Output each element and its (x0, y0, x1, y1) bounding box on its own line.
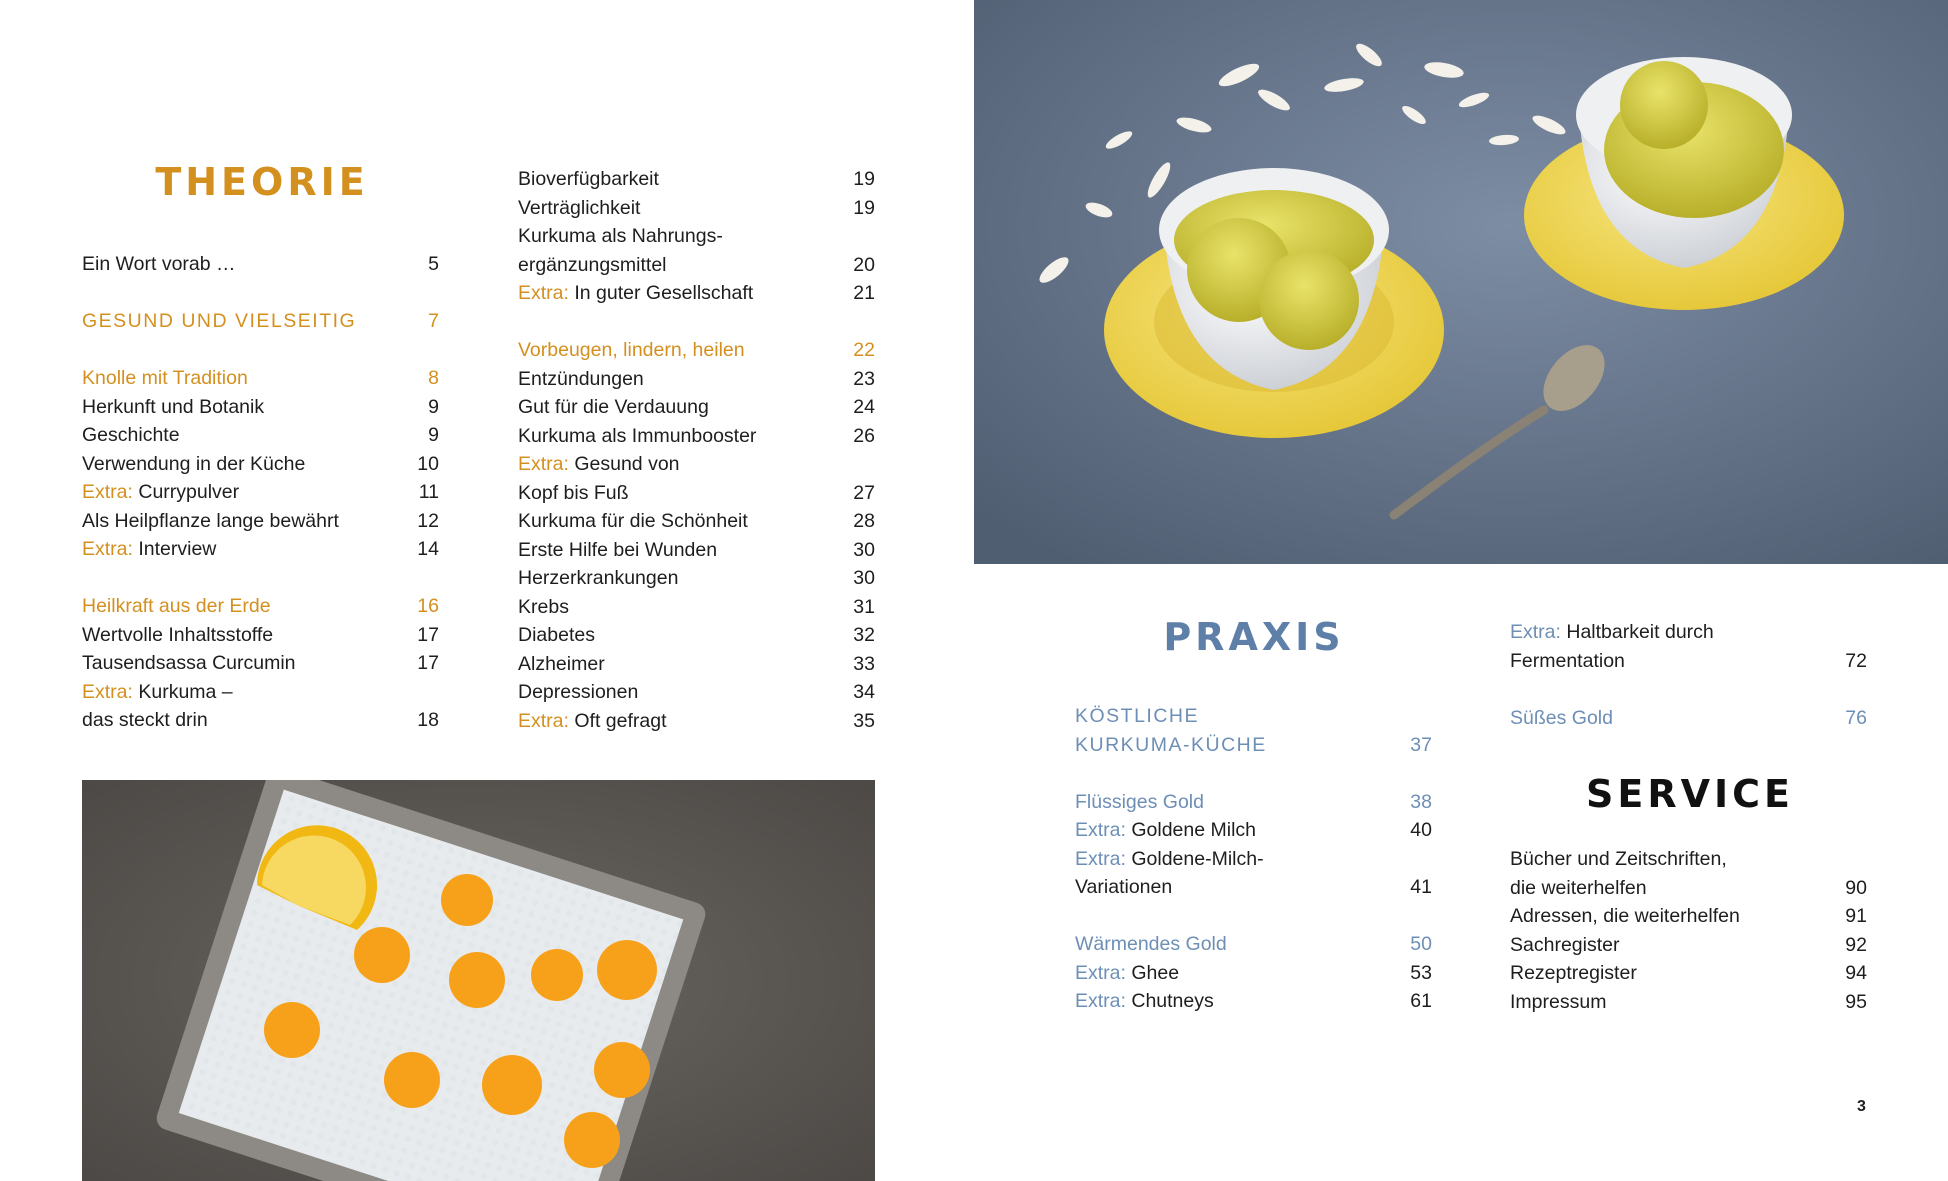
toc-entry-title: Adressen, die weiterhelfen (1510, 905, 1740, 927)
toc-entry-page: 33 (853, 652, 875, 675)
toc-entry (1510, 988, 1867, 1017)
toc-entry-title: KÖSTLICHE (1075, 705, 1200, 727)
toc-entry-page: 5 (428, 253, 439, 275)
toc-entry (1075, 987, 1432, 1016)
toc-entry-page: 22 (853, 339, 875, 361)
spacer (82, 336, 439, 365)
toc-entry (518, 507, 875, 536)
toc-entry-title: Sachregister (1510, 933, 1620, 956)
photo-turmeric-ice-cream (974, 0, 1948, 564)
spacer (518, 308, 875, 337)
toc-entry-title: Ein Wort vorab … (82, 253, 236, 275)
toc-entry-text: Chutneys (1125, 990, 1214, 1012)
toc-entry (1510, 647, 1867, 676)
toc-entry-page: 94 (1845, 962, 1867, 984)
spacer (1075, 902, 1432, 931)
toc-entry-page: 14 (417, 538, 439, 560)
toc-entry (1510, 874, 1867, 903)
toc-entry-prefix: Extra: (1075, 961, 1126, 984)
toc-entry (82, 364, 439, 393)
toc-entry (1075, 788, 1432, 817)
toc-entry-prefix: Extra: (1075, 847, 1126, 870)
toc-entry-page: 61 (1410, 990, 1432, 1012)
toc-entry (518, 621, 875, 650)
toc-entry-title: Tausendsassa Curcumin (82, 652, 296, 674)
toc-entry-title (1075, 848, 1264, 870)
toc-entry (82, 421, 439, 450)
toc-entry-prefix: Extra: (82, 680, 133, 703)
toc-entry-title: Süßes Gold (1510, 706, 1613, 729)
toc-entry-title: Herzerkrankungen (518, 567, 679, 589)
toc-entry-title: Wärmendes Gold (1075, 933, 1227, 955)
toc-entry-page: 30 (853, 538, 875, 561)
toc-entry (518, 194, 875, 223)
toc-entry-title (518, 710, 667, 732)
photo-orange-gummies (82, 780, 875, 1181)
toc-entry-page: 21 (853, 282, 875, 304)
toc-entry-title: Impressum (1510, 990, 1607, 1013)
toc-entry-page: 10 (417, 452, 439, 475)
toc-entry-page: 76 (1845, 706, 1867, 729)
praxis-heading: PRAXIS (1163, 615, 1345, 659)
toc-entry-page: 26 (853, 424, 875, 447)
toc-entry-title: das steckt drin (82, 709, 208, 731)
toc-entry (518, 279, 875, 308)
toc-entry-page: 17 (417, 652, 439, 674)
toc-entry-title: Verwendung in der Küche (82, 452, 306, 475)
toc-entry-title: Erste Hilfe bei Wunden (518, 538, 718, 561)
praxis-toc-column-2 (1510, 618, 1867, 732)
toc-entry-title: Fermentation (1510, 649, 1625, 672)
toc-entry-title: Wertvolle Inhaltsstoffe (82, 623, 274, 646)
toc-entry-page: 38 (1410, 790, 1432, 813)
toc-entry (1510, 845, 1867, 874)
toc-entry-page: 40 (1410, 819, 1432, 841)
toc-entry-page: 18 (417, 709, 439, 731)
toc-entry-title: Kurkuma für die Schönheit (518, 510, 748, 532)
toc-entry-page: 19 (853, 196, 875, 219)
praxis-toc-column-1 (1075, 702, 1432, 1016)
toc-entry-page: 20 (853, 253, 875, 276)
toc-entry-title: Gut für die Verdauung (518, 396, 709, 418)
toc-entry (1510, 704, 1867, 733)
toc-entry-page: 16 (417, 595, 439, 617)
toc-entry-title: Kopf bis Fuß (518, 481, 629, 504)
toc-entry-prefix: Extra: (1075, 990, 1126, 1012)
toc-entry (82, 393, 439, 422)
toc-entry-prefix: Extra: (82, 538, 133, 560)
toc-entry-page: 95 (1845, 990, 1867, 1013)
toc-entry-page: 31 (853, 595, 875, 618)
toc-entry (1075, 816, 1432, 845)
toc-entry (82, 250, 439, 279)
toc-entry-page: 92 (1845, 933, 1867, 956)
toc-entry-prefix: Extra: (518, 453, 569, 475)
toc-entry-page: 32 (853, 624, 875, 646)
service-toc-list (1510, 845, 1867, 1016)
toc-entry-title (1510, 621, 1714, 643)
toc-entry (82, 478, 439, 507)
toc-entry-page: 30 (853, 567, 875, 589)
toc-entry-title: Depressionen (518, 681, 639, 703)
toc-entry-text: Kurkuma – (132, 680, 233, 703)
toc-entry-page: 17 (417, 623, 439, 646)
toc-entry-title: Knolle mit Tradition (82, 367, 248, 389)
toc-entry-title (1075, 819, 1256, 841)
spacer (82, 564, 439, 593)
toc-entry-title: Krebs (518, 595, 569, 618)
toc-entry (518, 593, 875, 622)
toc-entry (82, 307, 439, 336)
toc-entry-page: 28 (853, 510, 875, 532)
spacer (82, 279, 439, 308)
toc-entry (1075, 702, 1432, 731)
toc-entry (82, 592, 439, 621)
toc-entry-page: 9 (428, 424, 439, 446)
toc-entry-text: Gesund von (568, 453, 680, 475)
toc-entry (82, 621, 439, 650)
toc-entry (518, 165, 875, 194)
toc-entry-page: 19 (853, 168, 875, 190)
toc-entry-title: Herkunft und Botanik (82, 395, 265, 418)
toc-entry-title: Flüssiges Gold (1075, 790, 1204, 813)
spacer (1510, 675, 1867, 704)
toc-entry-title: GESUND UND VIELSEITIG (82, 310, 357, 332)
toc-entry (82, 450, 439, 479)
toc-entry-page: 35 (853, 709, 875, 732)
toc-entry-prefix: Extra: (1075, 819, 1126, 841)
toc-entry (1075, 731, 1432, 760)
toc-entry (518, 707, 875, 736)
theorie-toc-column-1 (82, 250, 439, 735)
toc-entry-page: 90 (1845, 876, 1867, 899)
toc-entry-title (82, 538, 216, 560)
toc-entry-page: 7 (428, 310, 439, 332)
toc-entry-page: 27 (853, 481, 875, 504)
toc-entry-text: Oft gefragt (568, 709, 667, 732)
toc-entry-title (82, 681, 233, 703)
toc-entry (1075, 959, 1432, 988)
toc-entry-title: Bücher und Zeitschriften, (1510, 848, 1727, 870)
toc-entry-text: Interview (132, 538, 217, 560)
toc-entry-title: Heilkraft aus der Erde (82, 595, 271, 617)
toc-entry-page: 50 (1410, 933, 1432, 955)
toc-entry (1510, 618, 1867, 647)
toc-entry (518, 678, 875, 707)
toc-entry (1075, 873, 1432, 902)
toc-entry-text: Currypulver (132, 481, 240, 503)
toc-entry-page: 12 (417, 509, 439, 532)
service-heading: SERVICE (1586, 772, 1794, 816)
toc-entry (518, 365, 875, 394)
toc-entry-title: ergänzungsmittel (518, 253, 667, 276)
toc-entry (1075, 845, 1432, 874)
toc-entry (518, 393, 875, 422)
toc-entry-page: 53 (1410, 961, 1432, 984)
toc-entry (1510, 902, 1867, 931)
toc-entry-title: Als Heilpflanze lange bewährt (82, 509, 339, 532)
toc-entry-page: 9 (428, 395, 439, 418)
toc-entry (82, 678, 439, 707)
page-number: 3 (1857, 1098, 1866, 1115)
toc-entry-page: 37 (1410, 733, 1432, 756)
toc-entry-page: 23 (853, 367, 875, 390)
toc-entry-title: Alzheimer (518, 652, 605, 675)
toc-entry (518, 450, 875, 479)
toc-entry-text: Goldene-Milch- (1125, 847, 1264, 870)
toc-entry-prefix: Extra: (82, 481, 133, 503)
toc-entry-title: die weiterhelfen (1510, 876, 1647, 899)
toc-entry-prefix: Extra: (1510, 621, 1561, 643)
toc-entry (518, 564, 875, 593)
toc-entry (518, 222, 875, 251)
toc-entry-page: 91 (1845, 905, 1867, 927)
spacer (1075, 759, 1432, 788)
toc-entry-title: Bioverfügbarkeit (518, 168, 659, 190)
toc-entry-title: Verträglichkeit (518, 196, 641, 219)
toc-entry-title (518, 453, 680, 475)
toc-entry-prefix: Extra: (518, 709, 569, 732)
theorie-toc-column-2 (518, 165, 875, 735)
toc-entry-title: Variationen (1075, 876, 1173, 898)
toc-entry (1075, 930, 1432, 959)
toc-entry-title: Rezeptregister (1510, 962, 1637, 984)
toc-entry-prefix: Extra: (518, 282, 569, 304)
toc-entry (518, 336, 875, 365)
toc-entry (518, 251, 875, 280)
toc-entry (1510, 931, 1867, 960)
toc-entry-page: 24 (853, 396, 875, 418)
toc-entry (82, 649, 439, 678)
toc-entry-title: Diabetes (518, 624, 595, 646)
toc-entry (82, 706, 439, 735)
toc-entry-page: 8 (428, 367, 439, 389)
toc-entry-title: Entzündungen (518, 367, 644, 390)
theorie-heading: THEORIE (155, 160, 369, 204)
toc-entry-title: Kurkuma als Immunbooster (518, 424, 757, 447)
toc-entry-title (1075, 990, 1214, 1012)
toc-entry-title: Geschichte (82, 424, 180, 446)
toc-entry-page: 41 (1410, 876, 1432, 898)
toc-entry (518, 422, 875, 451)
toc-entry (1510, 959, 1867, 988)
toc-entry (518, 479, 875, 508)
toc-entry-text: Goldene Milch (1125, 819, 1257, 841)
toc-entry-title (82, 481, 239, 503)
toc-entry-title: Vorbeugen, lindern, heilen (518, 339, 745, 361)
toc-entry-text: Ghee (1125, 961, 1180, 984)
toc-entry-text: Haltbarkeit durch (1560, 621, 1714, 643)
toc-entry (82, 507, 439, 536)
toc-entry-title (518, 282, 753, 304)
toc-entry (518, 650, 875, 679)
toc-entry-title: Kurkuma als Nahrungs- (518, 225, 723, 247)
toc-entry-page: 11 (418, 481, 439, 503)
toc-entry (518, 536, 875, 565)
toc-entry-title: KURKUMA-KÜCHE (1075, 733, 1267, 756)
toc-entry (82, 535, 439, 564)
toc-entry-page: 72 (1845, 649, 1867, 672)
toc-entry-page: 34 (853, 681, 875, 703)
toc-entry-title (1075, 962, 1179, 984)
toc-entry-text: In guter Gesellschaft (568, 282, 754, 304)
